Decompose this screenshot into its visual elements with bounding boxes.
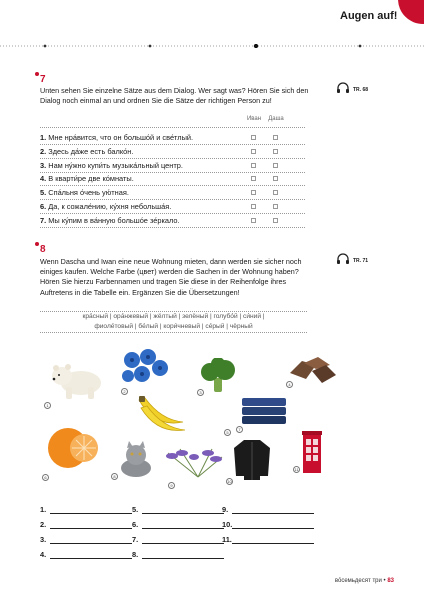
row-divider: [40, 158, 305, 159]
sentence-row: 6. Да, к сожале́нию, ку́хня небольша́я.: [40, 202, 305, 216]
headphones-icon: [336, 82, 350, 94]
track-label: TR. 71: [353, 258, 369, 264]
answer-line[interactable]: 10.: [222, 520, 232, 529]
ivan-checkbox[interactable]: [251, 190, 256, 195]
row-divider: [40, 144, 305, 145]
broccoli-picture: [198, 358, 238, 394]
track-label: TR. 68: [353, 87, 369, 93]
picture-number: 1: [44, 402, 51, 409]
headphones-icon: [336, 253, 350, 265]
lavender-picture: [164, 447, 226, 481]
dasha-checkbox[interactable]: [273, 135, 278, 140]
gray-cat-picture: [116, 440, 156, 478]
dasha-checkbox[interactable]: [273, 190, 278, 195]
dotted-divider: [0, 44, 424, 48]
sentence-row: 7. Мы ку́пим в ва́нную большо́е зе́ркало.: [40, 216, 305, 230]
leather-jacket-picture: [232, 436, 272, 482]
orange-picture: [44, 424, 100, 470]
dasha-checkbox[interactable]: [273, 176, 278, 181]
answer-line[interactable]: 11.: [222, 535, 232, 544]
picture-number: 7: [236, 426, 243, 433]
answer-line[interactable]: 3.: [40, 535, 46, 544]
ivan-checkbox[interactable]: [251, 176, 256, 181]
picture-number: 8: [111, 473, 118, 480]
dasha-checkbox[interactable]: [273, 204, 278, 209]
sentence-row: 2. Здесь да́же есть балко́н.: [40, 147, 305, 161]
folded-jeans-picture: [240, 394, 288, 428]
answer-line[interactable]: 9.: [222, 505, 228, 514]
answer-line[interactable]: 4.: [40, 550, 46, 559]
exercise-7-instruction: Unten sehen Sie einzelne Sätze aus dem Dialog. Wer sagt was? Hören Sie sich den Dialog noch einmal an und ordnen Sie die Sätze der richtigen Person zu!: [40, 86, 309, 106]
picture-number: 3: [197, 389, 204, 396]
row-divider: [40, 213, 305, 214]
answer-line[interactable]: 1.: [40, 505, 46, 514]
ivan-checkbox[interactable]: [251, 204, 256, 209]
sentence-row: 1. Мне нра́вится, что он большо́й и све́тлый.: [40, 133, 305, 147]
row-divider: [40, 227, 305, 228]
picture-number: 11: [294, 467, 299, 472]
sentence-row: 4. В кварти́ре две ко́мнаты.: [40, 174, 305, 188]
picture-number: 5: [224, 429, 231, 436]
answer-line[interactable]: 2.: [40, 520, 46, 529]
exercise-7-number: 7: [40, 74, 46, 85]
answer-line[interactable]: 7.: [132, 535, 138, 544]
exercise-8-instruction: Wenn Dascha und Iwan eine neue Wohnung mieten, dann werden sie sicher noch einiges kaufen. Welche Farbe (цвет) werden die Sachen in der Wohnung haben? Hören Sie hierzu Farbennamen und tragen Sie diese in der Reihenfolge ihres Auftretens in die Tabelle ein. Ergänzen Sie die Übersetzungen!: [40, 257, 302, 297]
answer-line[interactable]: 8.: [132, 550, 138, 559]
color-word-box: кра́сный | ора́нжевый | жёлтый | зелёный | голубо́й | си́ний | фиоле́товый | бе́лый | кори́чневый | се́рый | чёрный: [40, 311, 307, 333]
red-telephone-box-picture: [302, 429, 322, 473]
sentence-row: 5. Спа́льня о́чень ую́тная.: [40, 188, 305, 202]
dasha-checkbox[interactable]: [273, 149, 278, 154]
row-divider: [40, 199, 305, 200]
row-divider: [40, 172, 305, 173]
answer-line[interactable]: 6.: [132, 520, 138, 529]
picture-number: 6: [42, 474, 49, 481]
picture-number: 4: [286, 381, 293, 388]
picture-number: 10: [227, 479, 232, 484]
sentence-row: 3. Нам ну́жно купи́ть музыка́льный центр.: [40, 161, 305, 175]
ivan-checkbox[interactable]: [251, 218, 256, 223]
bananas-picture: [135, 392, 187, 436]
chocolate-pieces-picture: [286, 355, 338, 385]
dasha-checkbox[interactable]: [273, 163, 278, 168]
ivan-checkbox[interactable]: [251, 163, 256, 168]
ivan-checkbox[interactable]: [251, 149, 256, 154]
answer-line[interactable]: 5.: [132, 505, 138, 514]
picture-number: 9: [168, 482, 175, 489]
picture-number: 2: [121, 388, 128, 395]
exercise-8-number: 8: [40, 244, 46, 255]
row-divider: [40, 185, 305, 186]
polar-bear-cub-picture: [48, 355, 106, 401]
page-footer: во́семьдесят три • 83: [334, 578, 394, 584]
corner-decoration: [398, 0, 424, 24]
blue-orchid-picture: [120, 348, 170, 386]
page-title: Augen auf!: [340, 10, 398, 22]
dasha-checkbox[interactable]: [273, 218, 278, 223]
column-headers: Иван Даша: [246, 116, 284, 122]
ivan-checkbox[interactable]: [251, 135, 256, 140]
